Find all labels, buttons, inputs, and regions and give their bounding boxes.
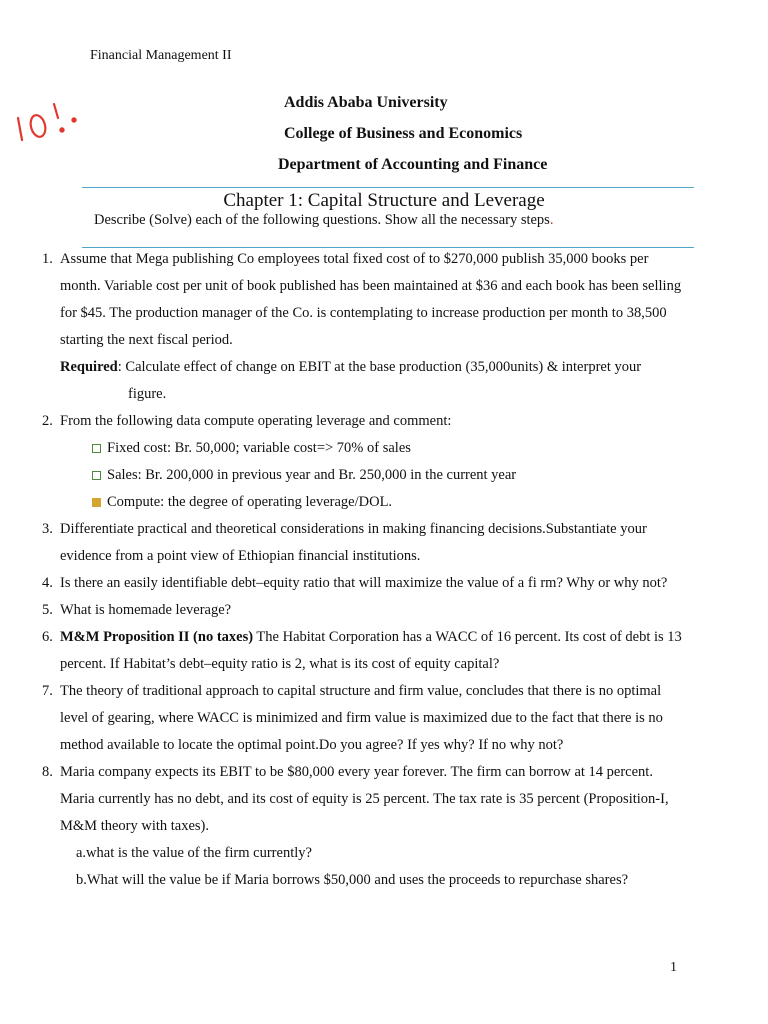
instructions: Describe (Solve) each of the following questions. Show all the necessary steps. (94, 212, 554, 228)
required-continuation: figure. (128, 386, 167, 402)
question-6 (42, 624, 690, 678)
department-name: Department of Accounting and Finance (278, 156, 548, 173)
university-name: Addis Ababa University (284, 94, 448, 111)
question-text: Differentiate practical and theoretical considerations in making financing decisions.Substantiate your evidence from a point view of Ethiopian financial institutions. (60, 521, 647, 564)
required-label: Required (60, 359, 118, 375)
bullet-text: Fixed cost: Br. 50,000; variable cost=> 70% of sales (107, 440, 411, 456)
question-bold-lead: M&M Proposition II (no taxes) (60, 629, 254, 645)
question-2-bullets (42, 435, 690, 516)
question-number: 3. (42, 521, 53, 537)
question-text: What is homemade leverage? (60, 602, 232, 618)
question-8-part-b: b.What will the value be if Maria borrows $50,000 and uses the proceeds to repurchase shares? (76, 872, 629, 888)
question-list (42, 246, 690, 894)
question-text: Is there an easily identifiable debt–equity ratio that will maximize the value of a fi rm? Why or why not? (60, 575, 668, 591)
question-1-required (42, 354, 690, 381)
instructions-text: Describe (Solve) each of the following questions. Show all the necessary steps (94, 212, 550, 228)
question-5 (42, 597, 690, 624)
bullet-item (92, 435, 690, 462)
header-note: Financial Management II (90, 48, 232, 63)
question-7 (42, 678, 690, 759)
question-8 (42, 759, 690, 840)
bullet-text: Compute: the degree of operating leverage/DOL. (107, 494, 393, 510)
question-number: 1. (42, 251, 53, 267)
question-2 (42, 408, 690, 435)
question-text: Assume that Mega publishing Co employees total fixed cost of to $270,000 publish 35,000 books per month. Variable cost per unit of book published has been maintained at $36 and each book has been selling for $45. The production manager of the Co. is contemplating to increase production per month to 38,500 starting the next fiscal period. (60, 251, 682, 348)
question-text (60, 624, 690, 678)
square-bullet-icon (92, 498, 101, 507)
checkbox-bullet-icon (92, 444, 101, 453)
question-1 (42, 246, 690, 354)
question-text: Maria company expects its EBIT to be $80,000 every year forever. The firm can borrow at 14 percent. Maria currently has no debt, and its cost of equity is 25 percent. The tax rate is 35 percent (Proposition-I, M&M theory with taxes). (60, 764, 669, 834)
question-number: 4. (42, 575, 53, 591)
bullet-item (92, 489, 690, 516)
question-number: 2. (42, 413, 53, 429)
bullet-text: Sales: Br. 200,000 in previous year and Br. 250,000 in the current year (107, 467, 517, 483)
handwritten-mark (14, 96, 84, 146)
question-4 (42, 570, 690, 597)
question-number: 6. (42, 629, 53, 645)
chapter-title: Chapter 1: Capital Structure and Leverage (223, 190, 545, 211)
question-body: The Habitat Corporation has a WACC of 16 percent. Its cost of debt is 13 percent. If Habitat’s debt–equity ratio is 2, what is its cost of equity capital? (60, 629, 682, 672)
college-name: College of Business and Economics (284, 125, 523, 142)
page-number: 1 (670, 960, 677, 975)
question-3 (42, 516, 690, 570)
question-text: From the following data compute operating leverage and comment: (60, 413, 452, 429)
divider-top (82, 187, 694, 188)
question-number: 5. (42, 602, 53, 618)
question-number: 7. (42, 683, 53, 699)
bullet-item (92, 462, 690, 489)
question-number: 8. (42, 764, 53, 780)
required-text: : Calculate effect of change on EBIT at the base production (35,000units) & interpret your (117, 359, 642, 375)
question-8-part-a: a.what is the value of the firm currently? (76, 845, 312, 861)
question-text: The theory of traditional approach to capital structure and firm value, concludes that there is no optimal level of gearing, where WACC is minimized and firm value is maximized due to the fact that there is no method available to locate the optimal point.Do you agree? If yes why? If no why not? (60, 683, 663, 753)
checkbox-bullet-icon (92, 471, 101, 480)
